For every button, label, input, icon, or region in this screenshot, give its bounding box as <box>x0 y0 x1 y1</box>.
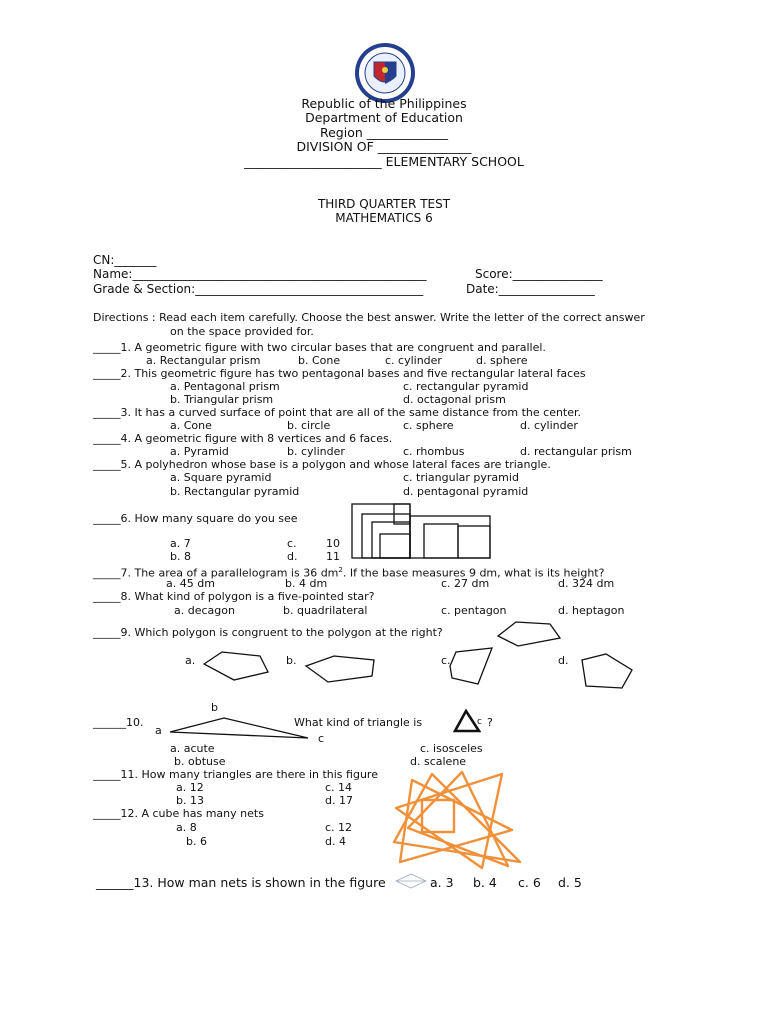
triangle-vertex-a: a <box>155 724 162 737</box>
q2-stem: _____2. This geometric figure has two pentagonal bases and five rectangular lateral faces <box>93 367 586 380</box>
q11-choice-b: b. 13 <box>176 794 204 807</box>
q12-choice-b: b. 6 <box>186 835 207 848</box>
q9-shape-c <box>446 646 496 686</box>
q3-stem: _____3. It has a curved surface of point that are all of the same distance from the center. <box>93 406 582 419</box>
q7-choice-b: b. 4 dm <box>285 577 328 590</box>
q5-choice-d: d. pentagonal pyramid <box>403 485 529 498</box>
name-field[interactable]: Name:_________________________________________________ <box>93 267 427 281</box>
q11-choice-a: a. 12 <box>176 781 204 794</box>
q10-question-mark: ? <box>487 716 493 729</box>
q4-choice-b: b. cylinder <box>287 445 345 458</box>
q10-choice-a: a. acute <box>170 742 215 755</box>
triangle-vertex-b: b <box>211 701 218 714</box>
directions-line2: on the space provided for. <box>170 325 314 338</box>
q1-choice-d: d. sphere <box>476 354 528 367</box>
q12-choice-a: a. 8 <box>176 821 197 834</box>
q6-choice-d: d. <box>287 550 298 563</box>
directions-line1: Directions : Read each item carefully. Choose the best answer. Write the letter of the correct answer <box>93 311 645 324</box>
q8-choice-d: d. heptagon <box>558 604 625 617</box>
q9-choice-c: c. <box>441 654 451 667</box>
q11-choice-d: d. 17 <box>325 794 353 807</box>
q8-stem: _____8. What kind of polygon is a five-pointed star? <box>93 590 375 603</box>
q12-choice-c: c. 12 <box>325 821 353 834</box>
q7-superscript: 2 <box>338 566 343 574</box>
q10-small-c: c <box>477 717 482 727</box>
q6-stem: _____6. How many square do you see <box>93 512 298 525</box>
test-title: THIRD QUARTER TEST <box>317 197 451 211</box>
subject-title: MATHEMATICS 6 <box>335 211 433 225</box>
q7-stem-end: . If the base measures 9 dm, what is its height? <box>342 566 605 580</box>
q6-choice-c-value: 10 <box>326 537 340 550</box>
q7-choice-d: d. 324 dm <box>558 577 615 590</box>
q1-stem: _____1. A geometric figure with two circular bases that are congruent and parallel. <box>93 341 546 354</box>
q9-shape-b <box>304 654 378 684</box>
header-republic: Republic of the Philippines <box>301 96 467 111</box>
q9-stem: _____9. Which polygon is congruent to the polygon at the right? <box>93 626 443 639</box>
q2-choice-b: b. Triangular prism <box>170 393 274 406</box>
q5-choice-b: b. Rectangular pyramid <box>170 485 300 498</box>
q9-choice-d: d. <box>558 654 569 667</box>
header-division: DIVISION OF _______________ <box>296 139 472 154</box>
q5-choice-c: c. triangular pyramid <box>403 471 519 484</box>
obtuse-triangle-figure <box>168 716 310 740</box>
q4-choice-a: a. Pyramid <box>170 445 229 458</box>
q3-choice-a: a. Cone <box>170 419 212 432</box>
q10-stem: ______10. <box>93 716 144 729</box>
overlapping-triangles-star <box>392 770 522 870</box>
q10-choice-c: c. isosceles <box>420 742 483 755</box>
grade-section-field[interactable]: Grade & Section:______________________________________ <box>93 282 424 296</box>
triangle-vertex-c: c <box>318 732 325 745</box>
q5-stem: _____5. A polyhedron whose base is a polygon and whose lateral faces are triangle. <box>93 458 551 471</box>
q11-stem: _____11. How many triangles are there in this figure <box>93 768 378 781</box>
q6-choice-d-value: 11 <box>326 550 340 563</box>
deped-seal <box>354 42 416 104</box>
nets-figure <box>394 872 428 890</box>
reference-pentagon <box>494 620 564 648</box>
q8-choice-a: a. decagon <box>174 604 235 617</box>
q5-choice-a: a. Square pyramid <box>170 471 272 484</box>
q8-choice-c: c. pentagon <box>441 604 507 617</box>
q2-choice-c: c. rectangular pyramid <box>403 380 529 393</box>
q6-choice-a: a. 7 <box>170 537 191 550</box>
q4-choice-c: c. rhombus <box>403 445 465 458</box>
header-region: Region _____________ <box>319 125 448 140</box>
q12-choice-d: d. 4 <box>325 835 346 848</box>
q7-choice-c: c. 27 dm <box>441 577 490 590</box>
q10-question: What kind of triangle is <box>294 716 423 729</box>
q2-choice-a: a. Pentagonal prism <box>170 380 280 393</box>
q1-choice-c: c. cylinder <box>385 354 442 367</box>
q3-choice-c: c. sphere <box>403 419 454 432</box>
q13-choice-d: d. 5 <box>558 875 582 890</box>
header-school: ______________________ ELEMENTARY SCHOOL <box>244 154 524 169</box>
q3-choice-b: b. circle <box>287 419 331 432</box>
q9-shape-d <box>576 652 636 690</box>
q9-shape-a <box>202 650 272 682</box>
q2-choice-d: d. octagonal prism <box>403 393 506 406</box>
q6-choice-b: b. 8 <box>170 550 191 563</box>
q9-choice-a: a. <box>185 654 196 667</box>
q7-choice-a: a. 45 dm <box>166 577 215 590</box>
q4-stem: _____4. A geometric figure with 8 vertices and 6 faces. <box>93 432 393 445</box>
q1-choice-a: a. Rectangular prism <box>146 354 261 367</box>
squares-figure <box>350 502 492 560</box>
q3-choice-d: d. cylinder <box>520 419 578 432</box>
q13-stem: ______13. How man nets is shown in the figure <box>96 875 386 890</box>
header-department: Department of Education <box>305 110 463 125</box>
q1-choice-b: b. Cone <box>298 354 341 367</box>
q13-choice-b: b. 4 <box>473 875 497 890</box>
q12-stem: _____12. A cube has many nets <box>93 807 264 820</box>
date-field[interactable]: Date:________________ <box>466 282 595 296</box>
q10-choice-b: b. obtuse <box>174 755 226 768</box>
q9-choice-b: b. <box>286 654 297 667</box>
q7-stem-start: _____7. The area of a parallelogram is 36 dm <box>93 566 339 580</box>
q13-choice-c: c. 6 <box>518 875 541 890</box>
q8-choice-b: b. quadrilateral <box>283 604 368 617</box>
score-field[interactable]: Score:_______________ <box>475 267 603 281</box>
cn-field[interactable]: CN:_______ <box>93 253 157 267</box>
q6-choice-c: c. <box>287 537 297 550</box>
q4-choice-d: d. rectangular prism <box>520 445 632 458</box>
q13-choice-a: a. 3 <box>430 875 454 890</box>
q11-choice-c: c. 14 <box>325 781 353 794</box>
q10-choice-d: d. scalene <box>410 755 467 768</box>
